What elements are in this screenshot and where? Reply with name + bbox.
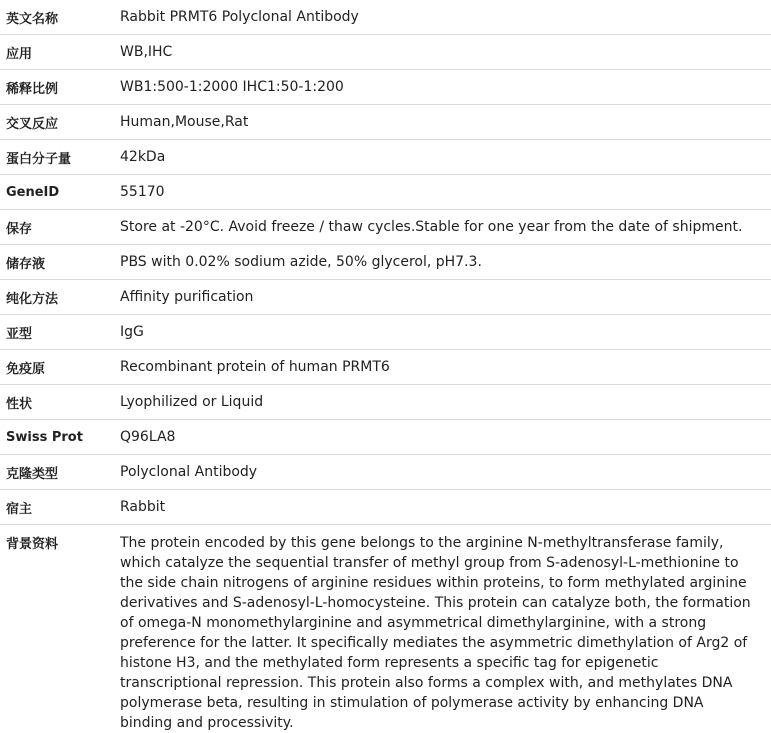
spec-value: 42kDa — [114, 140, 771, 175]
spec-value: WB,IHC — [114, 35, 771, 70]
spec-value: Q96LA8 — [114, 420, 771, 455]
spec-label: 亚型 — [0, 315, 114, 350]
spec-label: 背景资料 — [0, 525, 114, 733]
spec-label: 储存液 — [0, 245, 114, 280]
spec-label: Swiss Prot — [0, 420, 114, 455]
spec-row-purification — [0, 280, 771, 315]
spec-row-english-name — [0, 0, 771, 35]
spec-label: 稀释比例 — [0, 70, 114, 105]
spec-value: WB1:500-1:2000 IHC1:50-1:200 — [114, 70, 771, 105]
spec-value: PBS with 0.02% sodium azide, 50% glycerol, pH7.3. — [114, 245, 771, 280]
spec-row-swiss-prot — [0, 420, 771, 455]
spec-value: Store at -20°C. Avoid freeze / thaw cycles.Stable for one year from the date of shipment. — [114, 210, 771, 245]
spec-row-molecular-weight — [0, 140, 771, 175]
spec-row-form — [0, 385, 771, 420]
spec-label: 宿主 — [0, 490, 114, 525]
spec-value: Rabbit PRMT6 Polyclonal Antibody — [114, 0, 771, 35]
spec-row-isotype — [0, 315, 771, 350]
spec-value: Affinity purification — [114, 280, 771, 315]
spec-row-storage — [0, 210, 771, 245]
spec-label: 克隆类型 — [0, 455, 114, 490]
spec-row-background — [0, 525, 771, 733]
spec-label: 交叉反应 — [0, 105, 114, 140]
spec-label: 英文名称 — [0, 0, 114, 35]
spec-row-immunogen — [0, 350, 771, 385]
spec-value: Polyclonal Antibody — [114, 455, 771, 490]
spec-label: 性状 — [0, 385, 114, 420]
spec-row-application — [0, 35, 771, 70]
spec-value: 55170 — [114, 175, 771, 210]
spec-value: Rabbit — [114, 490, 771, 525]
spec-value: Human,Mouse,Rat — [114, 105, 771, 140]
spec-label: 蛋白分子量 — [0, 140, 114, 175]
spec-value: Lyophilized or Liquid — [114, 385, 771, 420]
spec-label: 免疫原 — [0, 350, 114, 385]
spec-label: GeneID — [0, 175, 114, 210]
spec-row-buffer — [0, 245, 771, 280]
spec-value: IgG — [114, 315, 771, 350]
spec-label: 纯化方法 — [0, 280, 114, 315]
spec-row-gene-id — [0, 175, 771, 210]
spec-row-clonality — [0, 455, 771, 490]
spec-row-dilution — [0, 70, 771, 105]
spec-label: 应用 — [0, 35, 114, 70]
spec-row-host — [0, 490, 771, 525]
spec-row-reactivity — [0, 105, 771, 140]
spec-label: 保存 — [0, 210, 114, 245]
background-description: The protein encoded by this gene belongs to the arginine N-methyltransferase family, which catalyze the sequential transfer of methyl group from S-adenosyl-L-methionine to the side chain nitrogens of arginine residues within proteins, to form methylated arginine derivatives and S-adenosyl-L-homocysteine. This protein can catalyze both, the formation of omega-N monomethylarginine and asymmetrical dimethylarginine, with a strong preference for the latter. It specifically mediates the asymmetric dimethylation of Arg2 of histone H3, and the methylated form represents a specific tag for epigenetic transcriptional repression. This protein also forms a complex with, and methylates DNA polymerase beta, resulting in stimulation of polymerase activity by enhancing DNA binding and processivity. — [114, 525, 771, 733]
spec-value: Recombinant protein of human PRMT6 — [114, 350, 771, 385]
